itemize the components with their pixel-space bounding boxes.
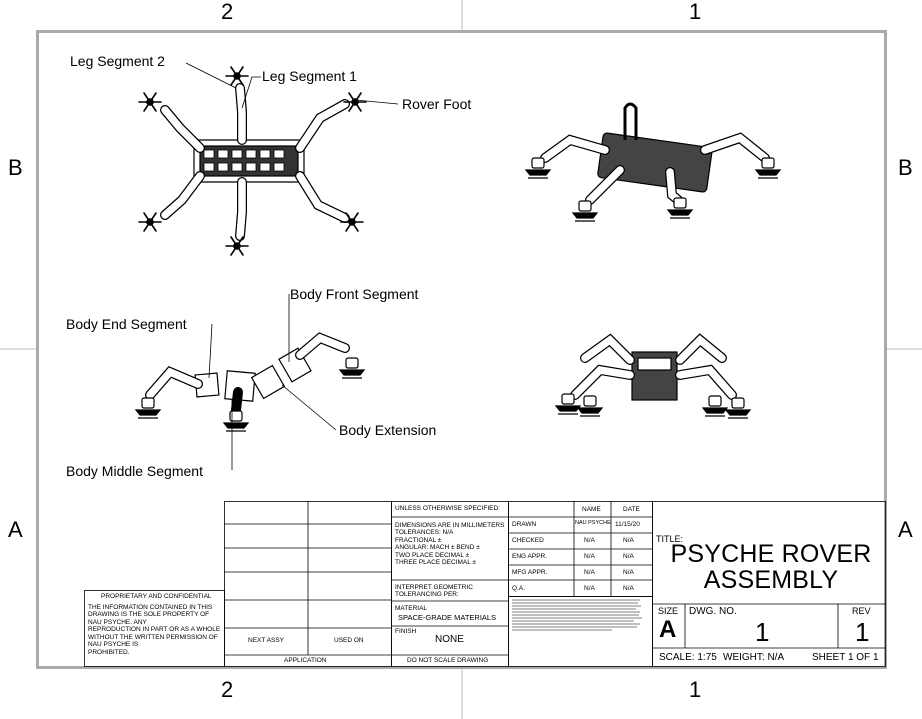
row-mfg-appr-label: MFG APPR.	[512, 569, 548, 576]
finish-value: NONE	[435, 634, 464, 645]
zone-label-top-2: 2	[221, 0, 234, 24]
front-view	[556, 340, 750, 418]
fine-print	[512, 600, 642, 630]
row-checked-date: N/A	[623, 537, 634, 544]
row-drawn-name: NAU PSYCHE	[575, 520, 611, 526]
size-label: SIZE	[658, 606, 679, 616]
side-view	[136, 338, 364, 431]
used-on-label: USED ON	[334, 637, 364, 644]
callout-leg-segment-1: Leg Segment 1	[262, 68, 357, 84]
zone-label-left-a: A	[8, 517, 23, 542]
row-mfg-appr-name: N/A	[584, 569, 595, 576]
col-name-header: NAME	[582, 506, 601, 513]
isometric-view	[526, 104, 780, 221]
row-qa-date: N/A	[623, 585, 634, 592]
row-eng-appr-date: N/A	[623, 553, 634, 560]
row-drawn-date: 11/15/20	[615, 521, 640, 528]
callout-body-end-segment: Body End Segment	[66, 316, 187, 332]
row-eng-appr-label: ENG APPR.	[512, 553, 548, 560]
material-value: SPACE-GRADE MATERIALS	[398, 613, 497, 622]
callout-body-extension: Body Extension	[339, 422, 437, 438]
weight-value: WEIGHT: N/A	[723, 652, 785, 663]
rev-label: REV	[852, 606, 871, 616]
col-date-header: DATE	[623, 506, 640, 513]
interpret-geometric: INTERPRET GEOMETRIC TOLERANCING PER:	[395, 584, 473, 599]
zone-label-top-1: 1	[689, 0, 702, 24]
row-qa-label: Q.A.	[512, 585, 526, 592]
proprietary-heading: PROPRIETARY AND CONFIDENTIAL	[101, 593, 212, 600]
row-checked-label: CHECKED	[512, 537, 544, 544]
unless-otherwise-specified: UNLESS OTHERWISE SPECIFIED:	[395, 505, 500, 512]
finish-label: FINISH	[395, 628, 417, 635]
dwg-no-value: 1	[755, 617, 770, 647]
sheet-value: SHEET 1 OF 1	[812, 652, 879, 663]
application-label: APPLICATION	[284, 657, 327, 664]
zone-label-left-b: B	[8, 155, 23, 180]
zone-label-right-b: B	[898, 155, 913, 180]
zone-label-bottom-2: 2	[221, 677, 234, 702]
callout-body-front-segment: Body Front Segment	[290, 286, 419, 302]
row-qa-name: N/A	[584, 585, 595, 592]
scale-value: SCALE: 1:75	[659, 652, 717, 663]
drawing-title: PSYCHE ROVER ASSEMBLY	[670, 540, 872, 594]
callout-body-middle-segment: Body Middle Segment	[66, 463, 203, 479]
material-label: MATERIAL	[395, 605, 428, 612]
dimensions-block: DIMENSIONS ARE IN MILLIMETERS TOLERANCES: N/A FRACTIONAL ± ANGULAR: MACH ± BEND ± TWO PLACE DECIMAL ± THREE PLACE DECIMAL ±	[395, 522, 505, 567]
rev-value: 1	[855, 617, 870, 647]
size-value: A	[659, 616, 677, 643]
do-not-scale-label: DO NOT SCALE DRAWING	[407, 657, 489, 664]
next-assy-label: NEXT ASSY	[248, 637, 285, 644]
dwg-no-label: DWG. NO.	[689, 606, 737, 617]
row-checked-name: N/A	[584, 537, 595, 544]
row-mfg-appr-date: N/A	[623, 569, 634, 576]
callout-rover-foot: Rover Foot	[402, 96, 472, 112]
zone-label-right-a: A	[898, 517, 913, 542]
top-view	[139, 67, 366, 255]
callout-leg-segment-2: Leg Segment 2	[70, 53, 165, 69]
title-label: TITLE:	[656, 534, 684, 544]
row-drawn-label: DRAWN	[512, 521, 537, 528]
proprietary-text: THE INFORMATION CONTAINED IN THIS DRAWING IS THE SOLE PROPERTY OF NAU PSYCHE. ANY REPRODUCTION IN PART OR AS A WHOLE WITHOUT THE WRITTEN PERMISSION OF NAU PSYCHE IS PROHIBITED.	[88, 604, 221, 656]
row-eng-appr-name: N/A	[584, 553, 595, 560]
leader-lines	[186, 63, 398, 470]
zone-label-bottom-1: 1	[689, 677, 702, 702]
